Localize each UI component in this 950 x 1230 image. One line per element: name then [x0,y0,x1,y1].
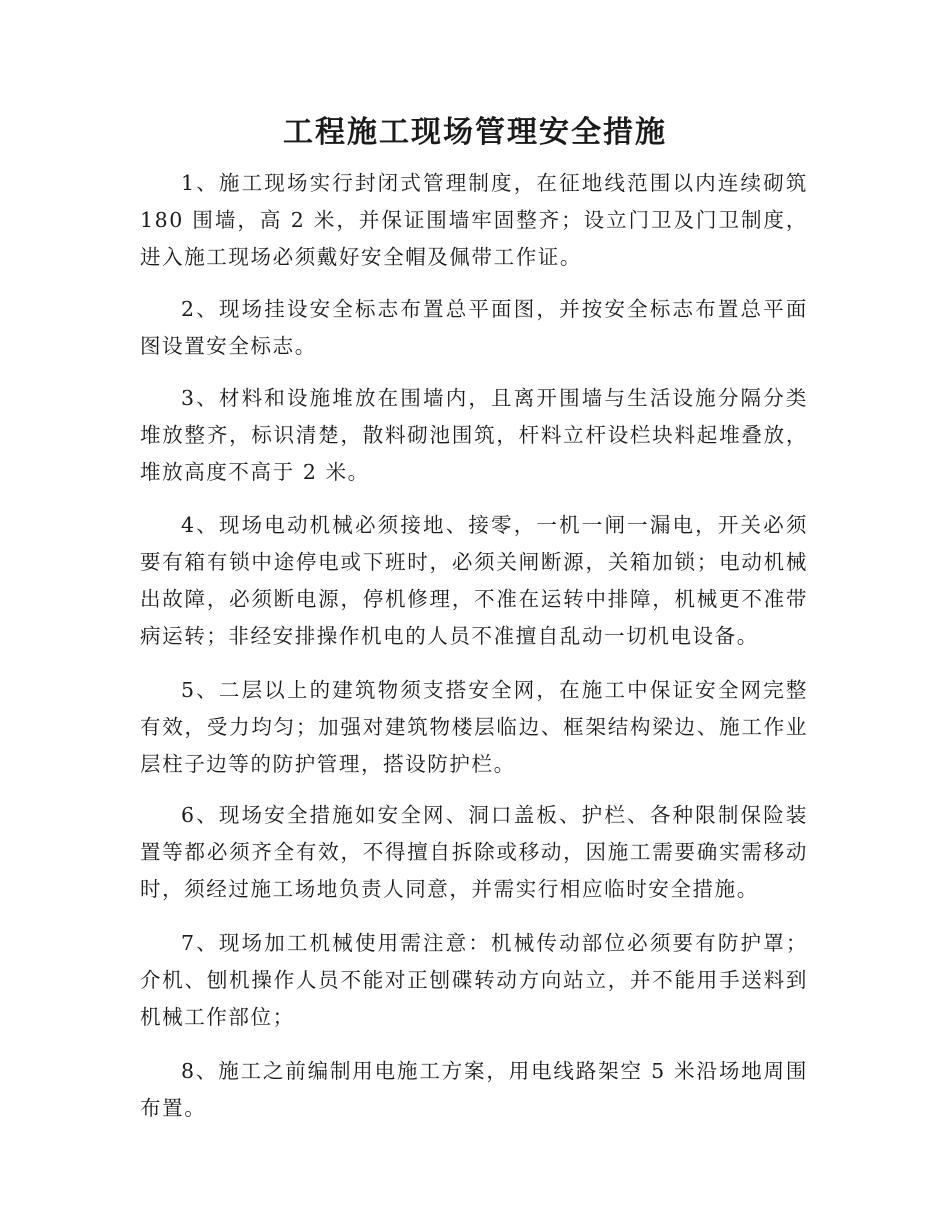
paragraph-6: 6、现场安全措施如安全网、洞口盖板、护栏、各种限制保险装置等都必须齐全有效，不得擅自拆除或移动，因施工需要确实需移动时，须经过施工场地负责人同意，并需实行相应临时安全措施。 [140,803,808,901]
paragraph-5: 5、二层以上的建筑物须支搭安全网，在施工中保证安全网完整有效，受力均匀；加强对建筑物楼层临边、框架结构梁边、施工作业层柱子边等的防护管理，搭设防护栏。 [140,678,808,776]
document-title: 工程施工现场管理安全措施 [283,115,667,150]
paragraph-4: 4、现场电动机械必须接地、接零，一机一闸一漏电，开关必须要有箱有锁中途停电或下班时，必须关闸断源，关箱加锁；电动机械出故障，必须断电源，停机修理，不准在运转中排障，机械更不准带病运转；非经安排操作机电的人员不准擅自乱动一切机电设备。 [140,513,808,648]
paragraph-7: 7、现场加工机械使用需注意：机械传动部位必须要有防护罩；介机、刨机操作人员不能对正刨碟转动方向站立，并不能用手送料到机械工作部位； [140,931,808,1029]
paragraph-1: 1、施工现场实行封闭式管理制度，在征地线范围以内连续砌筑 180 围墙，高 2 米，并保证围墙牢固整齐；设立门卫及门卫制度，进入施工现场必须戴好安全帽及佩带工作证。 [140,171,808,269]
paragraph-8: 8、施工之前编制用电施工方案，用电线路架空 5 米沿场地周围布置。 [140,1059,808,1120]
paragraph-2: 2、现场挂设安全标志布置总平面图，并按安全标志布置总平面图设置安全标志。 [140,297,808,358]
paragraph-3: 3、材料和设施堆放在围墙内，且离开围墙与生活设施分隔分类堆放整齐，标识清楚，散料砌池围筑，杆料立杆设栏块料起堆叠放，堆放高度不高于 2 米。 [140,386,808,484]
